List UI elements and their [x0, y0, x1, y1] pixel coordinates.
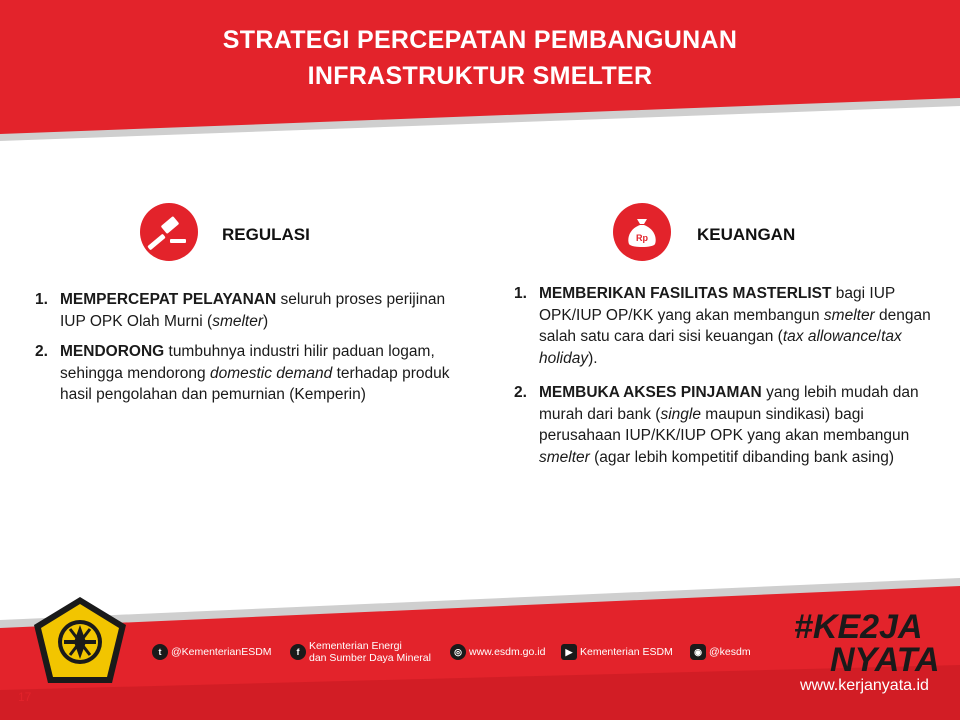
item-text: maupun sindikasi) bagi perusahaan IUP/KK/IUP OPK yang akan membangun [539, 405, 910, 444]
brand-line1: #KE2JA [794, 608, 923, 646]
item-bold-text: MENDORONG [60, 343, 165, 360]
item-italic-text: single [660, 405, 701, 423]
item-text: (agar lebih kompetitif dibanding bank asing) [589, 448, 894, 466]
facebook-icon: f [290, 644, 306, 660]
youtube-icon: ▶ [561, 644, 577, 660]
list-item [35, 289, 465, 332]
money-bag-icon [613, 203, 671, 261]
page-number: 17 [18, 690, 32, 704]
item-italic-text: smelter [212, 312, 264, 330]
regulasi-list [35, 289, 465, 415]
item-italic-text: tax holiday [539, 328, 902, 367]
item-text: ) [263, 312, 269, 330]
kerja-nyata-brand [792, 608, 952, 674]
item-text: yang lebih mudah dan murah dari bank ( [539, 384, 919, 423]
twitter-handle: @KementerianESDM [171, 646, 272, 658]
item-bold-text: MEMPERCEPAT PELAYANAN [60, 291, 277, 308]
keuangan-list [514, 283, 934, 477]
list-item [514, 283, 934, 369]
item-number: 2. [514, 384, 527, 401]
instagram-handle: @kesdm [709, 646, 751, 658]
item-number: 1. [35, 291, 48, 308]
list-item [514, 382, 934, 468]
item-text: bagi IUP OPK/IUP OP/KK yang akan membangun [539, 285, 895, 324]
list-item [35, 341, 465, 406]
item-text: / [876, 328, 882, 345]
item-italic-text: domestic demand [209, 364, 333, 382]
facebook-link[interactable] [290, 641, 431, 663]
item-italic-text: smelter [539, 448, 590, 466]
item-italic-text: smelter [823, 306, 875, 324]
facebook-label [309, 640, 431, 664]
gavel-icon [140, 203, 198, 261]
page-title-line1: STRATEGI PERCEPATAN PEMBANGUNAN [222, 26, 738, 54]
instagram-link[interactable] [690, 641, 751, 663]
item-text: ). [588, 349, 598, 367]
item-bold-text: MEMBERIKAN FASILITAS MASTERLIST [539, 285, 832, 302]
item-number: 2. [35, 343, 48, 360]
item-bold-text: MEMBUKA AKSES PINJAMAN [539, 384, 762, 401]
item-text: seluruh proses perijinan IUP OPK Olah Murni ( [60, 291, 446, 330]
website-url: www.esdm.go.id [469, 646, 546, 658]
facebook-label-line2: dan Sumber Daya Mineral [309, 652, 431, 664]
item-number: 1. [514, 285, 527, 302]
youtube-channel: Kementerian ESDM [580, 646, 673, 658]
brand-line2: NYATA [830, 641, 940, 674]
item-text: terhadap produk hasil pengolahan dan pemurnian (Kemperin) [60, 364, 450, 403]
item-text: tumbuhnya industri hilir paduan logam, sehingga mendorong [60, 343, 435, 382]
instagram-icon: ◉ [690, 644, 706, 660]
item-italic-text: tax allowance [782, 328, 877, 345]
regulasi-heading: REGULASI [222, 225, 310, 244]
keuangan-heading: KEUANGAN [697, 225, 796, 244]
twitter-link[interactable] [152, 641, 272, 663]
header-banner [0, 0, 960, 150]
twitter-icon: t [152, 644, 168, 660]
page-title [0, 22, 960, 94]
brand-url[interactable]: www.kerjanyata.id [800, 677, 929, 694]
website-link[interactable] [450, 641, 545, 663]
item-text: dengan salah satu cara dari sisi keuangan ( [539, 306, 931, 345]
money-bag-label: Rp [636, 233, 648, 243]
esdm-logo [30, 595, 130, 687]
globe-icon: ◎ [450, 644, 466, 660]
youtube-link[interactable] [561, 641, 673, 663]
facebook-label-line1: Kementerian Energi [309, 640, 402, 652]
page-title-line2: INFRASTRUKTUR SMELTER [307, 62, 653, 90]
